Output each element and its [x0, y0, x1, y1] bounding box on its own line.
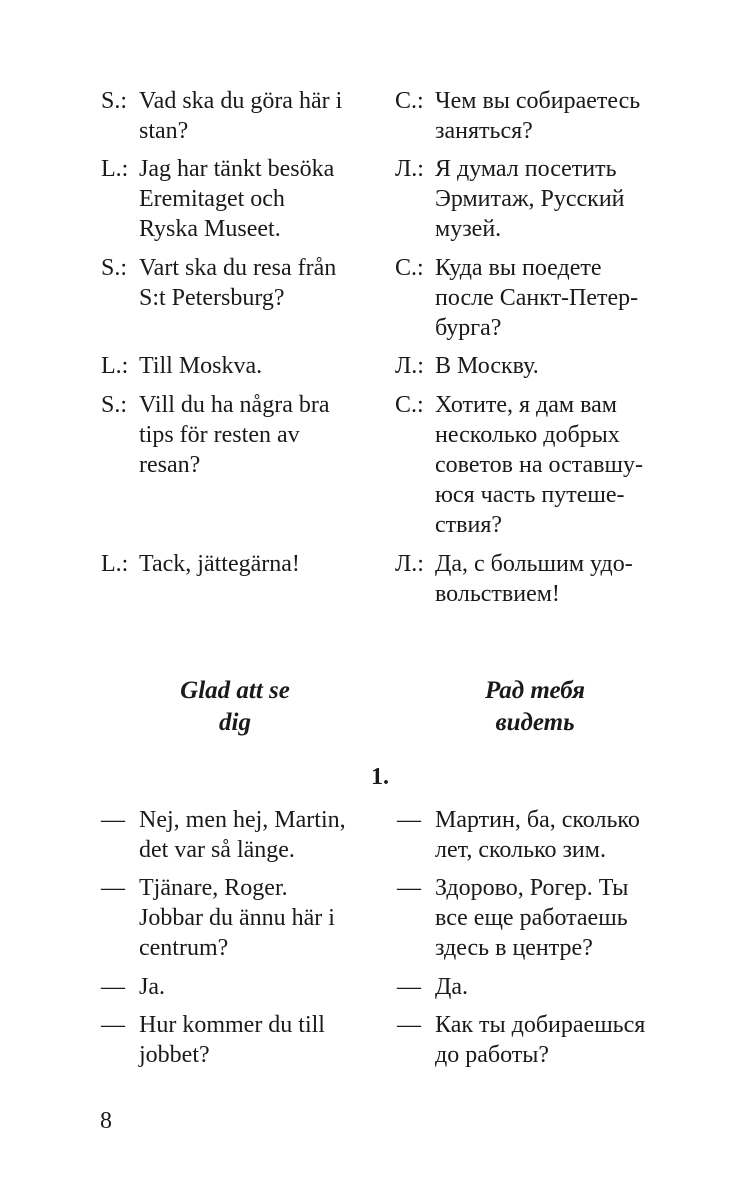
ru-dash: —: [397, 807, 421, 833]
section-title-ru: [440, 675, 630, 739]
ru-line: Мартин, ба, сколько: [435, 807, 640, 833]
sv-text: [139, 86, 379, 146]
title-line: видеть: [495, 709, 575, 736]
sv-dash: —: [101, 974, 125, 1000]
ru-line: Как ты добираешься: [435, 1012, 646, 1038]
sv-line: resan?: [139, 452, 201, 478]
ru-line: все еще работаешь: [435, 905, 628, 931]
ru-line: здесь в центре?: [435, 935, 593, 961]
title-line: Glad att se: [180, 677, 290, 704]
ru-dash: —: [397, 1012, 421, 1038]
ru-line: советов на оставшу-: [435, 452, 643, 478]
sv-text: [139, 351, 379, 381]
sv-text: [139, 549, 379, 579]
ru-speaker: Л.:: [395, 353, 424, 379]
ru-text: [435, 805, 680, 865]
ru-line: Чем вы собираетесь: [435, 88, 641, 114]
ru-line: Здорово, Рогер. Ты: [435, 875, 629, 901]
ru-speaker: С.:: [395, 255, 424, 281]
ru-text: [435, 549, 680, 609]
sv-line: jobbet?: [139, 1042, 210, 1068]
ru-line: музей.: [435, 216, 502, 242]
sv-text: [139, 805, 379, 865]
ru-text: [435, 390, 680, 540]
ru-line: Эрмитаж, Русский: [435, 186, 625, 212]
sv-text: [139, 972, 379, 1002]
title-line: dig: [219, 709, 251, 736]
ru-line: до работы?: [435, 1042, 550, 1068]
sv-line: tips för resten av: [139, 422, 300, 448]
sv-line: det var så länge.: [139, 837, 295, 863]
ru-text: [435, 873, 680, 963]
sv-line: S:t Petersburg?: [139, 285, 285, 311]
sv-line: Ryska Museet.: [139, 216, 281, 242]
sv-text: [139, 154, 379, 244]
sv-speaker: S.:: [101, 392, 128, 418]
ru-line: заняться?: [435, 118, 533, 144]
title-line: Рад тебя: [484, 677, 586, 704]
ru-line: В Москву.: [435, 353, 539, 379]
sv-line: Jag har tänkt besöka: [139, 156, 335, 182]
section-title-sv: [140, 675, 330, 739]
page-number: 8: [100, 1108, 112, 1134]
ru-speaker: С.:: [395, 392, 424, 418]
sv-line: Vad ska du göra här i: [139, 88, 343, 114]
sv-text: [139, 390, 379, 480]
sv-line: Tjänare, Roger.: [139, 875, 288, 901]
ru-line: юся часть путеше-: [435, 482, 625, 508]
sv-line: Eremitaget och: [139, 186, 285, 212]
sv-speaker: L.:: [101, 353, 129, 379]
sv-speaker: S.:: [101, 255, 128, 281]
ru-dash: —: [397, 974, 421, 1000]
sv-dash: —: [101, 807, 125, 833]
ru-text: [435, 253, 680, 343]
ru-dash: —: [397, 875, 421, 901]
ru-speaker: Л.:: [395, 551, 424, 577]
sv-line: Hur kommer du till: [139, 1012, 325, 1038]
sv-line: Vart ska du resa från: [139, 255, 337, 281]
ru-text: [435, 972, 680, 1002]
ru-speaker: С.:: [395, 88, 424, 114]
ru-line: Да.: [435, 974, 469, 1000]
ru-line: Да, с большим удо-: [435, 551, 633, 577]
ru-line: вольствием!: [435, 581, 560, 607]
sv-line: centrum?: [139, 935, 229, 961]
sv-line: Tack, jättegärna!: [139, 551, 300, 577]
ru-speaker: Л.:: [395, 156, 424, 182]
sv-line: Nej, men hej, Martin,: [139, 807, 346, 833]
ru-line: лет, сколько зим.: [435, 837, 606, 863]
sv-speaker: L.:: [101, 156, 129, 182]
ru-line: Хотите, я дам вам: [435, 392, 617, 418]
sv-speaker: S.:: [101, 88, 128, 114]
sv-speaker: L.:: [101, 551, 129, 577]
ru-line: Куда вы поедете: [435, 255, 602, 281]
ru-line: Я думал посетить: [435, 156, 617, 182]
sv-text: [139, 1010, 379, 1070]
ru-line: после Санкт-Петер-: [435, 285, 639, 311]
ru-text: [435, 1010, 680, 1070]
section-number: 1.: [371, 764, 389, 790]
ru-text: [435, 154, 680, 244]
sv-line: Vill du ha några bra: [139, 392, 330, 418]
ru-text: [435, 86, 680, 146]
sv-dash: —: [101, 875, 125, 901]
sv-text: [139, 873, 379, 963]
sv-text: [139, 253, 379, 313]
ru-line: ствия?: [435, 512, 503, 538]
ru-line: несколько добрых: [435, 422, 620, 448]
ru-line: бурга?: [435, 315, 502, 341]
sv-line: Till Moskva.: [139, 353, 263, 379]
sv-line: stan?: [139, 118, 189, 144]
ru-text: [435, 351, 680, 381]
sv-dash: —: [101, 1012, 125, 1038]
sv-line: Ja.: [139, 974, 165, 1000]
sv-line: Jobbar du ännu här i: [139, 905, 335, 931]
